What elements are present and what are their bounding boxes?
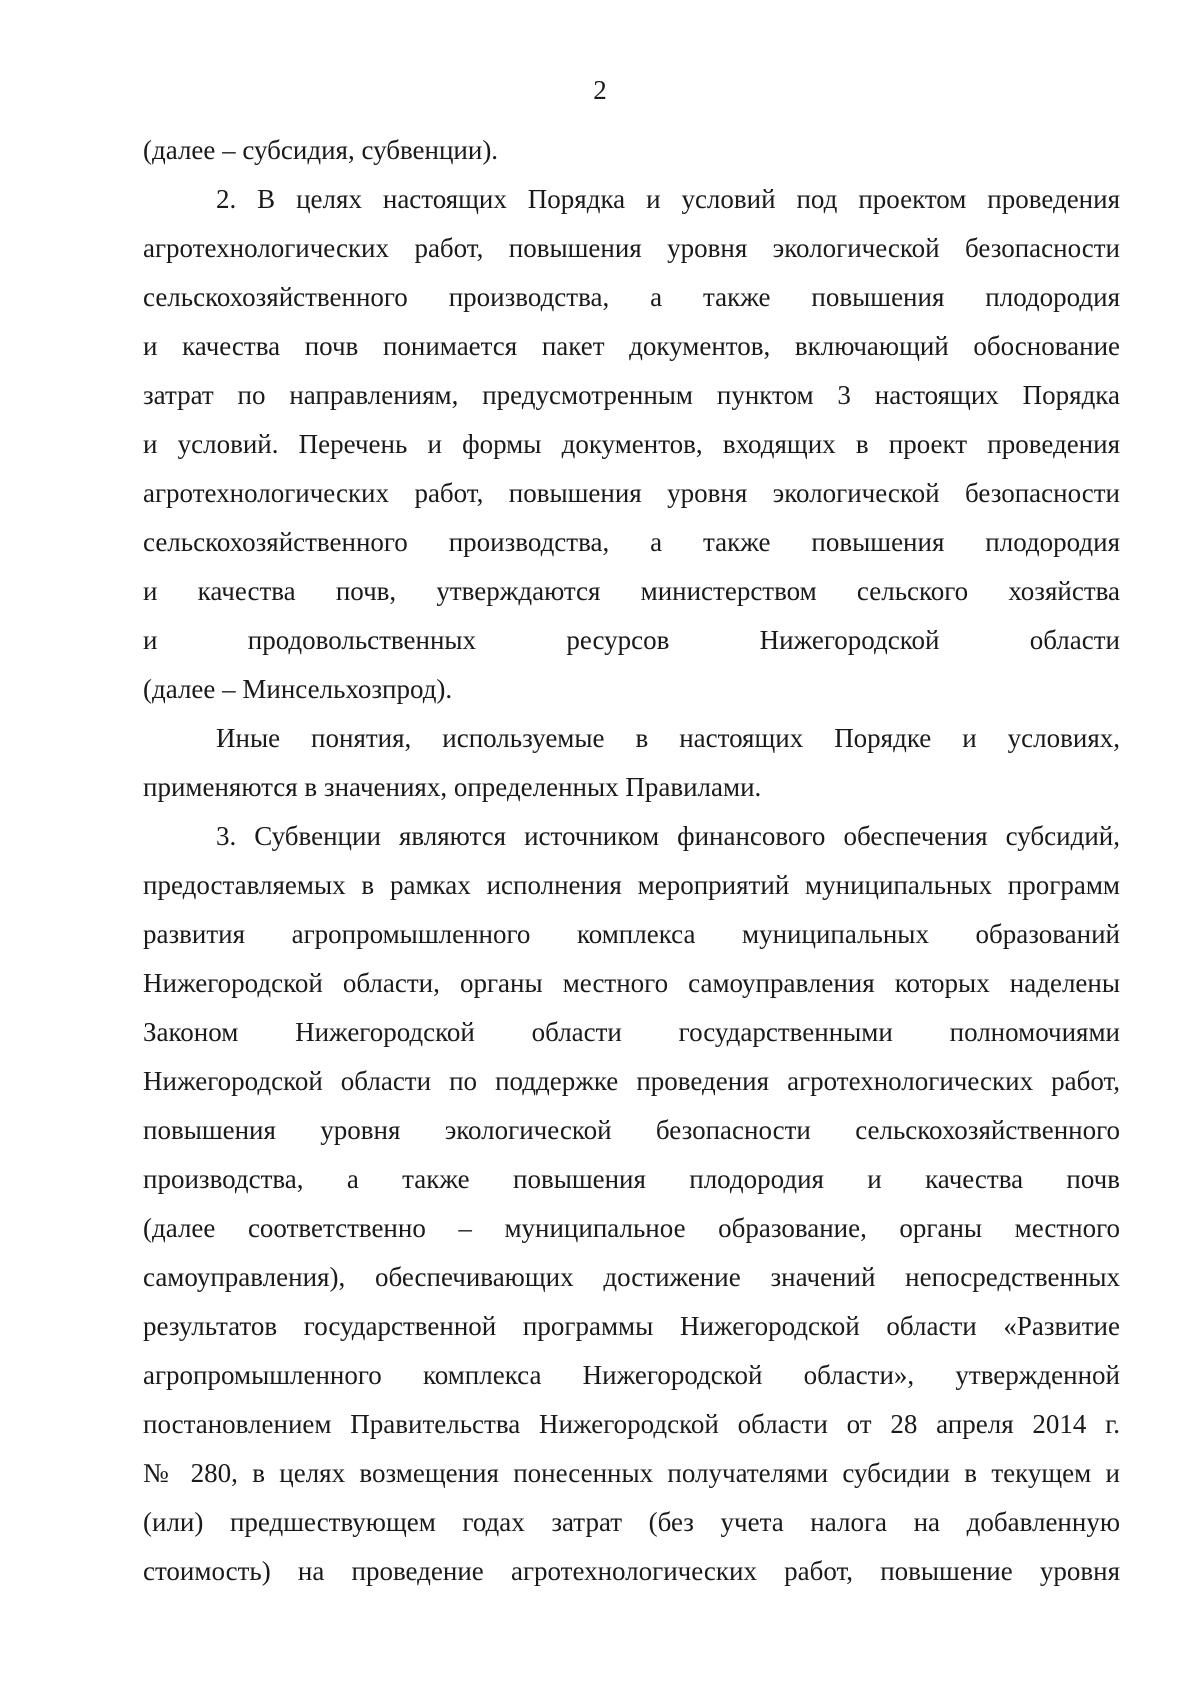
- text-line: и продовольственных ресурсов Нижегородской области: [143, 625, 1120, 655]
- text-line: (далее соответственно – муниципальное образование, органы местного: [143, 1213, 1120, 1243]
- text-line: и качества почв понимается пакет документов, включающий обоснование: [143, 331, 1120, 361]
- text-line: № 280, в целях возмещения понесенных получателями субсидии в текущем и: [143, 1458, 1120, 1488]
- text-line: (далее – субсидия, субвенции).: [143, 135, 499, 165]
- text-line: постановлением Правительства Нижегородской области от 28 апреля 2014 г.: [143, 1409, 1120, 1439]
- text-line: предоставляемых в рамках исполнения мероприятий муниципальных программ: [143, 870, 1120, 900]
- text-line: повышения уровня экологической безопасности сельскохозяйственного: [143, 1115, 1120, 1145]
- page-number: 2: [593, 75, 607, 105]
- text-line: Нижегородской области по поддержке проведения агротехнологических работ,: [143, 1066, 1120, 1096]
- text-line: (или) предшествующем годах затрат (без учета налога на добавленную: [143, 1507, 1120, 1537]
- text-line: и качества почв, утверждаются министерством сельского хозяйства: [143, 576, 1120, 606]
- text-line: результатов государственной программы Нижегородской области «Развитие: [143, 1311, 1120, 1341]
- text-line: самоуправления), обеспечивающих достижение значений непосредственных: [143, 1262, 1120, 1292]
- text-line: агропромышленного комплекса Нижегородской области», утвержденной: [143, 1360, 1120, 1390]
- document-body: [143, 126, 1120, 1596]
- text-line: затрат по направлениям, предусмотренным пунктом 3 настоящих Порядка: [143, 380, 1120, 410]
- text-line: Иные понятия, используемые в настоящих Порядке и условиях,: [216, 723, 1120, 753]
- text-line: 2. В целях настоящих Порядка и условий под проектом проведения: [216, 184, 1120, 214]
- text-line: 3. Субвенции являются источником финансового обеспечения субсидий,: [216, 821, 1120, 851]
- text-line: производства, а также повышения плодородия и качества почв: [143, 1164, 1120, 1194]
- text-line: Законом Нижегородской области государственными полномочиями: [143, 1017, 1120, 1047]
- text-line: развития агропромышленного комплекса муниципальных образований: [143, 919, 1120, 949]
- text-line: агротехнологических работ, повышения уровня экологической безопасности: [143, 478, 1120, 508]
- text-line: и условий. Перечень и формы документов, входящих в проект проведения: [143, 429, 1120, 459]
- text-line: Нижегородской области, органы местного самоуправления которых наделены: [143, 968, 1120, 998]
- text-line: (далее – Минсельхозпрод).: [143, 674, 453, 704]
- text-line: стоимость) на проведение агротехнологических работ, повышение уровня: [143, 1556, 1120, 1586]
- text-line: агротехнологических работ, повышения уровня экологической безопасности: [143, 233, 1120, 263]
- text-line: сельскохозяйственного производства, а также повышения плодородия: [143, 282, 1120, 312]
- text-line: применяются в значениях, определенных Правилами.: [143, 772, 762, 802]
- text-line: сельскохозяйственного производства, а также повышения плодородия: [143, 527, 1120, 557]
